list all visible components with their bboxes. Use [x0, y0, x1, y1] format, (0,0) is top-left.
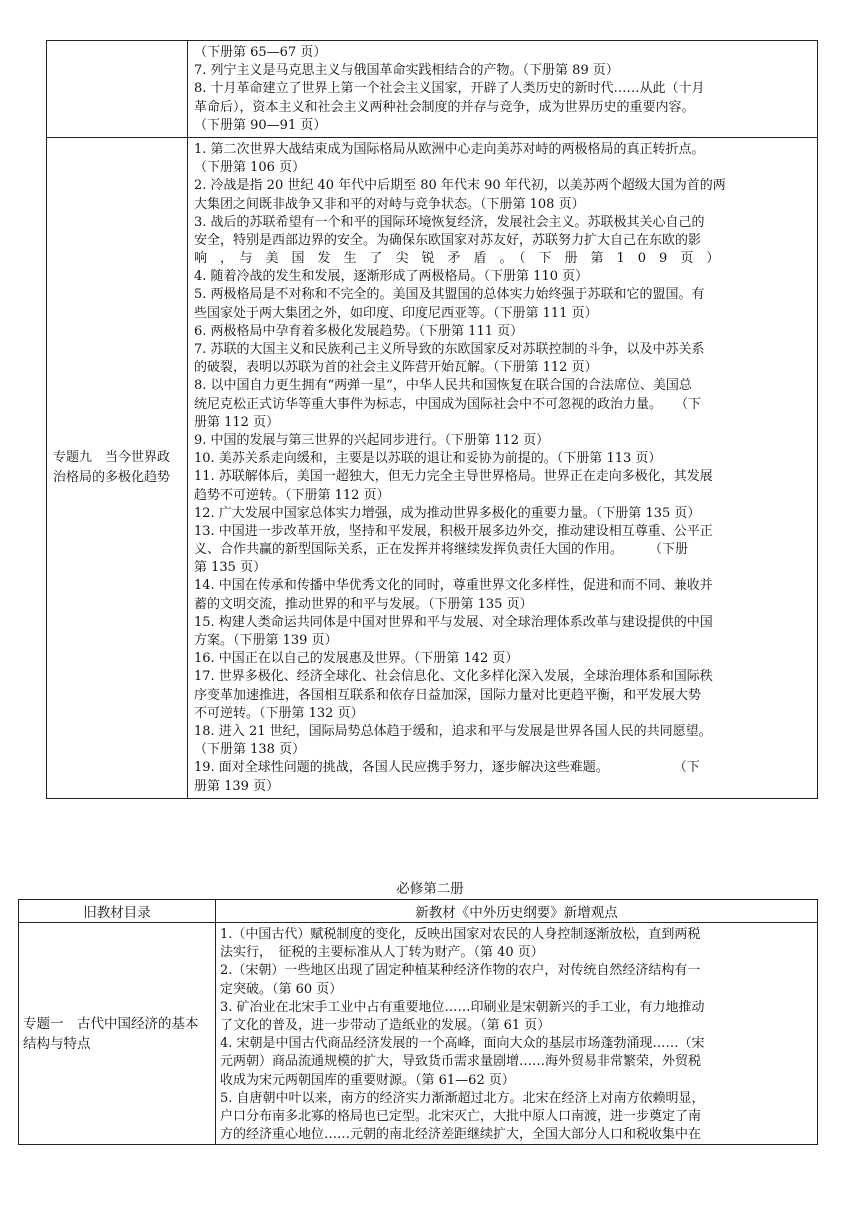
content-line: 些国家处于两大集团之外，如印度、印度尼西亚等。（下册第 111 页）	[194, 305, 598, 321]
column-header-new-views: 新教材《中外历史纲要》新增观点	[216, 900, 818, 923]
content-line: 17. 世界多极化、经济全球化、社会信息化、文化多样化深入发展，全球治理体系和国际秩	[194, 669, 713, 685]
content-line: 3. 矿冶业在北宋手工业中占有重要地位……印刷业是宋朝新兴的手工业，有力地推动	[220, 999, 705, 1015]
content-line: 了文化的普及，进一步带动了造纸业的发展。（第 61 页）	[220, 1017, 551, 1033]
topic-cell	[47, 41, 188, 138]
content-cell	[216, 923, 818, 1145]
content-line: 19. 面对全球性问题的挑战，各国人民应携手努力，逐步解决这些难题。 （下	[194, 760, 700, 776]
content-line: 册第 112 页）	[194, 414, 280, 430]
content-line: 方的经济重心地位……元朝的南北经济差距继续扩大，全国大部分人口和税收集中在	[220, 1127, 702, 1143]
content-line: 13. 中国进一步改革开放，坚持和平发展，积极开展多边外交，推动建设相互尊重、公平正	[194, 523, 713, 539]
content-line: 12. 广大发展中国家总体实力增强，成为推动世界多极化的重要力量。（下册第 135 页）	[194, 505, 701, 521]
content-line: 4. 宋朝是中国古代商品经济发展的一个高峰，面向大众的基层市场蓬勃涌现……（宋	[220, 1036, 705, 1052]
content-line: 14. 中国在传承和传播中华优秀文化的同时，尊重世界文化多样性，促进和而不同、兼收并	[194, 578, 713, 594]
content-line: （下册第 65—67 页）	[194, 45, 327, 60]
content-cell	[188, 137, 818, 798]
content-line: 定突破。（第 60 页）	[220, 981, 343, 997]
content-line: 1.（中国古代）赋税制度的变化，反映出国家对农民的人身控制逐渐放松，直到两税	[220, 927, 701, 942]
content-line: 7. 列宁主义是马克思主义与俄国革命实践相结合的产物。（下册第 89 页）	[194, 63, 619, 79]
content-line: 18. 进入 21 世纪，国际局势总体趋于缓和，追求和平与发展是世界各国人民的共同愿望。	[194, 723, 712, 739]
content-line: 8. 十月革命建立了世界上第一个社会主义国家，开辟了人类历史的新时代……从此（十月	[194, 81, 705, 97]
content-line: 7. 苏联的大国主义和民族利己主义所导致的东欧国家反对苏联控制的斗争，以及中苏关系	[194, 342, 705, 357]
content-line: 10. 美苏关系走向缓和，主要是以苏联的退让和妥协为前提的。（下册第 113 页）	[194, 451, 662, 467]
content-line: 2.（宋朝）一些地区出现了固定种植某种经济作物的农户，对传统自然经济结构有一	[220, 963, 701, 979]
content-line: 第 135 页）	[194, 560, 267, 576]
table-header-row	[19, 900, 818, 923]
content-line: 元两朝）商品流通规模的扩大，导致货币需求量剧增……海外贸易非常繁荣，外贸税	[220, 1054, 702, 1070]
content-line: 革命后），资本主义和社会主义两种社会制度的并存与竞争，成为世界历史的重要内容。	[194, 99, 695, 115]
content-line: 法实行， 征税的主要标准从人丁转为财产。（第 40 页）	[220, 945, 544, 961]
content-line: 义、合作共赢的新型国际关系，正在发挥并将继续发挥负责任大国的作用。 （下册	[194, 542, 689, 558]
content-line: 响 ， 与 美 国 发 生 了 尖 锐 矛 盾 。 （ 下 册 第 1 0 9 页 ）	[194, 251, 720, 267]
topic-cell: 专题九 当今世界政治格局的多极化趋势	[47, 137, 188, 798]
content-line: 序变革加速推进，各国相互联系和依存日益加深，国际力量对比更趋平衡，和平发展大势	[194, 687, 702, 703]
content-line: 9. 中国的发展与第三世界的兴起同步进行。（下册第 112 页）	[194, 432, 550, 448]
content-line: 1. 第二次世界大战结束成为国际格局从欧洲中心走向美苏对峙的两极格局的真正转折点。	[194, 141, 705, 157]
content-line: 收成为宋元两朝国库的重要财源。（第 61—62 页）	[220, 1072, 515, 1088]
content-line: （下册第 138 页）	[194, 742, 306, 758]
content-line: 蓄的文明交流，推动世界的和平与发展。（下册第 135 页）	[194, 596, 533, 612]
content-line: 册第 139 页）	[194, 778, 280, 794]
content-line: 方案。（下册第 139 页）	[194, 633, 338, 648]
content-line: （下册第 106 页）	[194, 160, 306, 176]
content-cell	[188, 41, 818, 138]
content-line: 3. 战后的苏联希望有一个和平的国际环境恢复经济，发展社会主义。苏联极其关心自己的	[194, 214, 705, 230]
content-line: 的破裂，表明以苏联为首的社会主义阵营开始瓦解。（下册第 112 页）	[194, 360, 598, 376]
content-line: 8. 以中国自力更生拥有“两弹一星“，中华人民共和国恢复在联合国的合法席位、美国总	[194, 378, 692, 394]
table-row	[47, 41, 818, 138]
content-line: 5. 两极格局是不对称和不完全的。美国及其盟国的总体实力始终强于苏联和它的盟国。有	[194, 287, 705, 303]
content-line: 安全，特别是西部边界的安全。为确保东欧国家对苏友好，苏联努力扩大自己在东欧的影	[194, 232, 702, 248]
table-row	[19, 923, 818, 1145]
content-line: 2. 冷战是指 20 世纪 40 年代中后期至 80 年代末 90 年代初，以美苏两个超级大国为首的两	[194, 178, 726, 194]
section-title: 必修第二册	[396, 881, 464, 897]
column-header-old-catalog: 旧教材目录	[19, 900, 216, 923]
content-line: 5. 自唐朝中叶以来，南方的经济实力渐渐超过北方。北宋在经济上对南方依赖明显，	[220, 1090, 705, 1106]
content-line: 11. 苏联解体后，美国一超独大，但无力完全主导世界格局。世界正在走向多极化，其发展	[194, 469, 713, 485]
topic-cell: 专题一 古代中国经济的基本结构与特点	[19, 923, 216, 1145]
content-line: （下册第 90—91 页）	[194, 117, 327, 133]
content-line: 15. 构建人类命运共同体是中国对世界和平与发展、对全球治理体系改革与建设提供的中国	[194, 614, 713, 630]
content-line: 大集团之间既非战争又非和平的对峙与竞争状态。（下册第 108 页）	[194, 196, 585, 212]
content-line: 户口分布南多北寡的格局也已定型。北宋灭亡，大批中原人口南渡，进一步奠定了南	[220, 1108, 702, 1124]
topic-table-volume-2	[18, 899, 818, 1145]
content-line: 6. 两极格局中孕育着多极化发展趋势。（下册第 111 页）	[194, 323, 524, 339]
content-line: 16. 中国正在以自己的发展惠及世界。（下册第 142 页）	[194, 651, 519, 667]
content-line: 不可逆转。（下册第 132 页）	[194, 705, 364, 721]
content-line: 统尼克松正式访华等重大事件为标志，中国成为国际社会中不可忽视的政治力量。 （下	[194, 396, 702, 412]
content-line: 4. 随着冷战的发生和发展，逐渐形成了两极格局。（下册第 110 页）	[194, 269, 589, 285]
content-line: 趋势不可逆转。（下册第 112 页）	[194, 487, 390, 503]
table-row	[47, 137, 818, 798]
topic-table-volume-1	[46, 40, 818, 799]
